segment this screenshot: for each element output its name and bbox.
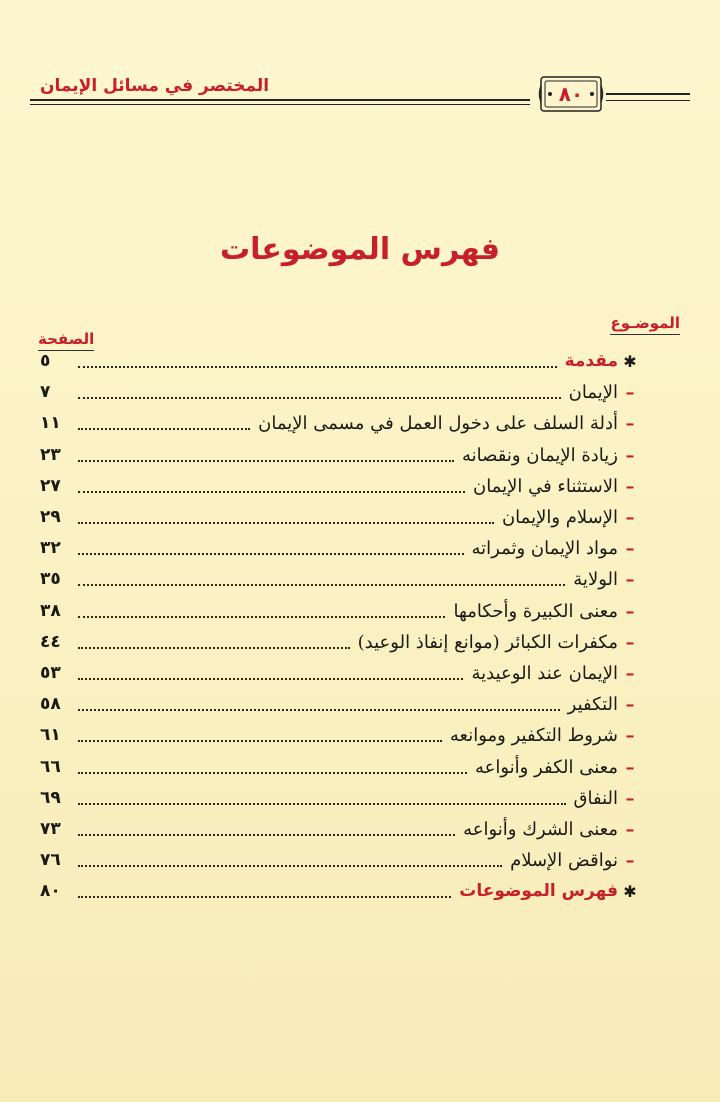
toc-page-number: ٧ — [40, 382, 51, 403]
asterisk-icon: ✱ — [623, 352, 637, 371]
dot-leader — [78, 553, 464, 555]
toc-row — [0, 658, 720, 689]
dot-leader — [78, 709, 560, 711]
running-title: المختصر في مسائل الإيمان — [40, 76, 270, 96]
dot-leader — [78, 740, 442, 742]
toc-page-number: ٢٣ — [40, 444, 61, 465]
toc-row — [0, 783, 720, 814]
dash-icon: – — [625, 694, 635, 716]
toc-row — [0, 377, 720, 408]
dot-leader — [78, 896, 451, 898]
toc-page-number: ٧٦ — [40, 850, 61, 871]
dash-icon: – — [625, 819, 635, 840]
toc-row — [0, 876, 720, 907]
toc-title: أدلة السلف على دخول العمل في مسمى الإيمان — [258, 413, 618, 435]
toc-page-number: ٦١ — [40, 725, 61, 746]
page-heading: فهرس الموضوعات — [219, 232, 501, 267]
toc-row — [0, 845, 720, 876]
toc-title: الاستثناء في الإيمان — [472, 475, 618, 497]
column-header-subject: الموضـوع — [610, 314, 680, 335]
header-rule — [30, 99, 530, 101]
toc-title: الإسلام والإيمان — [501, 507, 618, 528]
toc-title: معنى الكفر وأنواعه — [474, 756, 618, 778]
toc-title: مكفرات الكبائر (موانع إنفاذ الوعيد) — [357, 631, 618, 653]
dot-leader — [78, 584, 565, 586]
toc-row — [0, 533, 720, 564]
toc-title: معنى الكبيرة وأحكامها — [453, 600, 618, 622]
toc-page-number: ٣٨ — [40, 600, 61, 621]
dot-leader — [78, 397, 561, 399]
column-header-page: الصفحة — [38, 330, 94, 351]
toc-title: الإيمان عند الوعيدية — [471, 663, 618, 684]
dot-leader — [78, 491, 465, 493]
toc-title: الإيمان — [568, 382, 618, 404]
toc-page-number: ٦٦ — [40, 756, 61, 777]
toc-page-number: ٤٤ — [40, 631, 61, 652]
toc-row — [0, 814, 720, 845]
dot-leader — [78, 772, 467, 774]
dot-leader — [78, 366, 557, 368]
dot-leader — [78, 428, 250, 430]
toc-title: معنى الشرك وأنواعه — [463, 819, 618, 840]
toc-page-number: ١١ — [40, 413, 61, 434]
toc-title: زيادة الإيمان ونقصانه — [461, 444, 618, 466]
toc-page-number: ٢٧ — [40, 475, 61, 496]
toc-row — [0, 627, 720, 658]
toc-row — [0, 502, 720, 533]
toc-page-number: ٨٠ — [40, 881, 61, 902]
toc-page-number: ٥ — [40, 351, 51, 371]
toc-page-number: ٥٣ — [40, 663, 61, 683]
toc-row — [0, 471, 720, 502]
toc-title: الولاية — [573, 569, 618, 591]
toc-title: التكفير — [567, 694, 618, 716]
dash-icon: – — [625, 787, 635, 809]
dot-leader — [78, 834, 455, 836]
dot-leader — [78, 616, 445, 618]
asterisk-icon: ✱ — [623, 882, 637, 902]
toc-page-number: ٣٥ — [40, 569, 61, 590]
dash-icon: – — [625, 600, 635, 622]
dash-icon: – — [625, 538, 635, 560]
toc-row — [0, 596, 720, 627]
header-rule-right — [606, 93, 690, 95]
toc-page-number: ٧٣ — [40, 819, 61, 839]
toc-title: فهرس الموضوعات — [459, 881, 618, 902]
header-rule-thin — [30, 104, 530, 105]
toc-title: النفاق — [573, 787, 618, 809]
toc-row — [0, 408, 720, 439]
toc-title: شروط التكفير وموانعه — [449, 725, 618, 747]
toc-row — [0, 720, 720, 751]
toc-row — [0, 752, 720, 783]
header-rule-right-thin — [606, 100, 690, 101]
dot-leader — [78, 678, 463, 680]
dash-icon: – — [625, 725, 635, 747]
toc-title: مواد الإيمان وثمراته — [471, 538, 618, 560]
toc-page-number: ٦٩ — [40, 787, 61, 808]
dash-icon: – — [625, 756, 635, 778]
dash-icon: – — [625, 382, 635, 404]
dash-icon: – — [625, 507, 635, 528]
toc-page-number: ٢٩ — [40, 507, 61, 527]
dot-leader — [78, 803, 566, 805]
dash-icon: – — [625, 413, 635, 435]
toc-row — [0, 440, 720, 471]
dash-icon: – — [625, 850, 635, 872]
dash-icon: – — [625, 569, 635, 591]
dash-icon: – — [625, 475, 635, 497]
toc-title: مقدمة — [564, 351, 618, 371]
dash-icon: – — [625, 631, 635, 653]
dash-icon: – — [625, 444, 635, 466]
toc-row — [0, 564, 720, 595]
dot-leader — [78, 647, 350, 649]
page-number: ٨٠ — [558, 82, 584, 106]
toc-row — [0, 689, 720, 720]
dot-leader — [78, 865, 502, 867]
toc-row — [0, 346, 720, 377]
toc-page-number: ٣٢ — [40, 538, 61, 559]
dash-icon: – — [625, 663, 635, 684]
dot-leader — [78, 460, 454, 462]
toc-title: نواقض الإسلام — [510, 850, 618, 872]
toc-page-number: ٥٨ — [40, 694, 61, 715]
dot-leader — [78, 522, 494, 524]
